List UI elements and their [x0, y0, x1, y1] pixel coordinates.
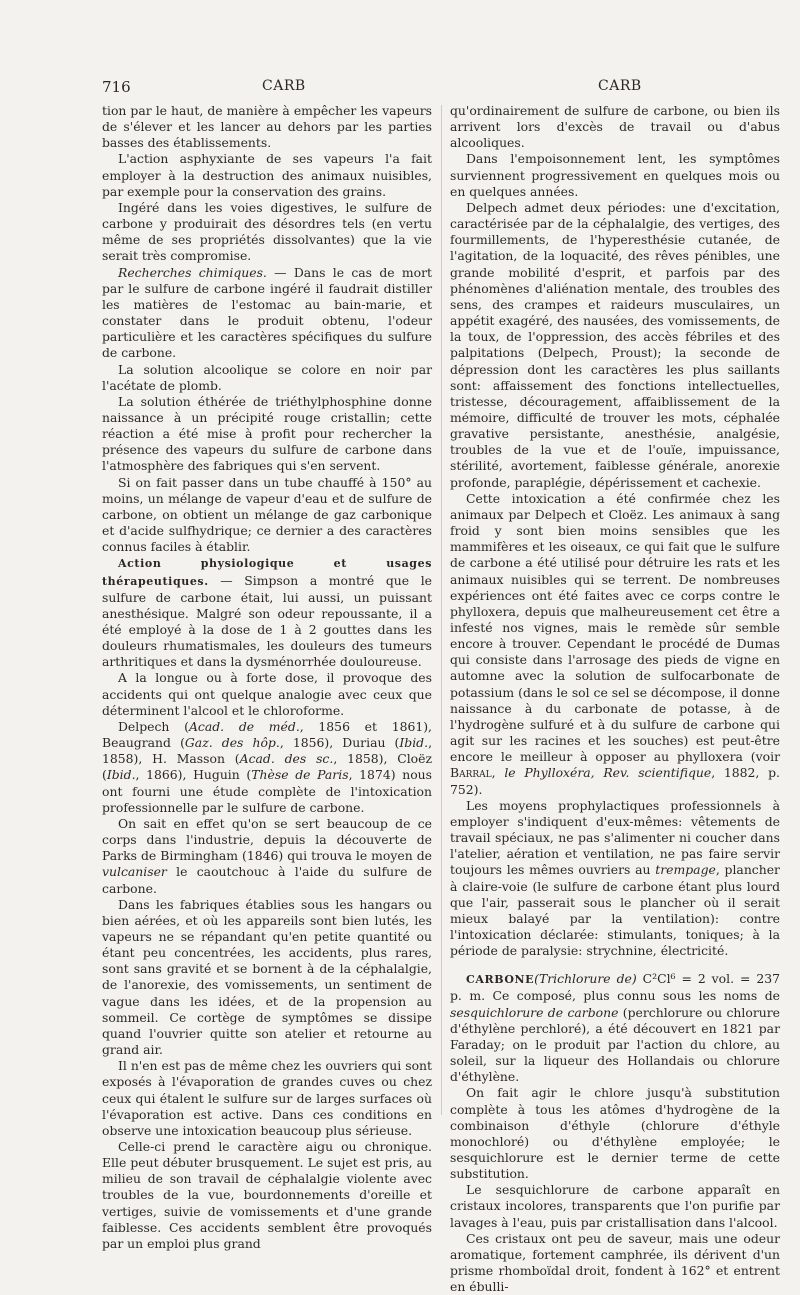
paragraph: La solution alcoolique se colore en noir par l'acétate de plomb. — [102, 361, 432, 393]
paragraph: Ces cristaux ont peu de saveur, mais une odeur aromatique, fortement camphrée, ils dérivent d'un prisme rhomboïdal droit, fondent à 162° et entrent en ébulli- — [450, 1230, 780, 1295]
left-column — [102, 103, 432, 1252]
paragraph: Ingéré dans les voies digestives, le sulfure de carbone y produirait des désordres tels (en vertu même de ses propriétés dissolvantes) que la vie serait très compromise. — [102, 199, 432, 264]
entry-headword: CARBONE — [466, 973, 535, 987]
paragraph: Si on fait passer dans un tube chauffé à 150° au moins, un mélange de vapeur d'eau et de sulfure de carbone, on obtient un mélange de gaz carbonique et d'acide sulfhydrique; ce dernier a des caractères connus faciles à établir. — [102, 474, 432, 555]
paragraph — [450, 798, 780, 960]
section-title: Action physiologique et usages thérapeutiques. — [102, 557, 432, 588]
text-run: On sait en effet qu'on se sert beaucoup de ce corps dans l'industrie, depuis la découverte de Parks de Birmingham (1846) qui trouva le moyen de — [102, 815, 432, 864]
paragraph — [102, 555, 432, 670]
text-run: Les moyens prophylactiques professionnels à employer s'indiquent d'eux-mêmes: vêtements de travail spéciaux, ne pas s'alimenter ni coucher dans l'atelier, aération et ventilation, ne pas faire servir toujours les mêmes ouvriers au — [450, 797, 780, 878]
text-run: le caoutchouc à l'aide du sulfure de carbone. — [102, 864, 432, 896]
right-column — [450, 103, 780, 1295]
paragraph: Dans l'empoisonnement lent, les symptômes surviennent progressivement en quelques mois ou en quelques années. — [450, 151, 780, 199]
text-run: , 1866), Huguin ( — [135, 767, 252, 783]
text-run: , 1856), Duriau ( — [279, 735, 400, 751]
page-number: 716 — [102, 78, 131, 96]
paragraph: Dans les fabriques établies sous les hangars ou bien aérées, et où les appareils sont bien lutés, les vapeurs ne se répandant qu'en petite quantité ou étant peu concentrées, les accidents, plus rares, sont sans gravité et se bornent à de la céphalalgie, de l'anorexie, des vomissements, un sentiment de vague dans les idées, et de la propension au sommeil. Ce cortège de symptômes se dissipe quand l'ouvrier quitte son atelier et retourne au grand air. — [102, 896, 432, 1058]
paragraph — [102, 265, 432, 362]
citation: Thèse de Paris — [251, 767, 349, 783]
column-divider — [441, 105, 442, 1115]
paragraph: Celle-ci prend le caractère aigu ou chronique. Elle peut débuter brusquement. Le sujet est pris, au milieu de son travail de céphalalgie violente avec troubles de la vue, bourdonnements d'oreille et vertiges, suivie de vomissements et d'une grande faiblesse. Ces accidents semblent être provoqués par un emploi plus grand — [102, 1139, 432, 1251]
emphasis: trempage — [655, 862, 716, 878]
text-run: , 1858), H. Masson ( — [102, 735, 433, 767]
paragraph: La solution éthérée de triéthylphosphine donne naissance à un précipité rouge cristallin; cette réaction a été mise à profit pour rechercher la présence des vapeurs du sulfure de carbone dans l'atmosphère des fabriques qui s'en servent. — [102, 393, 432, 474]
text-run: Cette intoxication a été confirmée chez les animaux par Delpech et Cloëz. Les animaux à sang froid y sont bien moins sensibles que les mammifères et les oiseaux, ce qui fait que le sulfure de carbone a été utilisé pour détruire les rats et les animaux nuisibles qui se terrent. De nombreuses expériences ont été faites avec ce corps contre le phylloxera, depuis que malheureusement cet être a infesté nos vignes, mais le remède sûr semble encore à trouver. Cependant le procédé de Dumas qui consiste dans l'arrosage des pieds de vigne en automne avec la solution de sulfocarbonate de potassium (dans le sol ce sel se décompose, il donne naissance à du carbonate de potasse, à de l'hydrogène sulfuré et à du sulfure de carbone qui agit sur les racines et les souches) est peut-être encore le meilleur à opposer au phylloxera (voir — [450, 490, 780, 765]
paragraph — [102, 816, 432, 897]
citation: Acad. des sc. — [239, 751, 334, 767]
chemical-formula: C²Cl⁶ = 2 vol. = 237 p. m. — [450, 971, 780, 1004]
text-run: , 1856 et 1861), Beaugrand ( — [102, 718, 432, 751]
emphasis: vulcaniser — [102, 864, 167, 880]
paragraph: On fait agir le chlore jusqu'à substitution complète à tous les atômes d'hydrogène de la combinaison d'éthyle (chlorure d'éthyle monochloré) ou d'éthylène employée; le sesquichlorure est le dernier terme de cette substitution. — [450, 1085, 780, 1182]
paragraph — [450, 491, 780, 798]
text-run: , plancher à claire-voie (le sulfure de carbone étant plus lourd que l'air, passerait sous le plancher où il serait mieux balayé par la ventilation): contre l'intoxication déclarée: stimulants, toniques; à la période de paralysie: strychnine, électricité. — [450, 862, 780, 959]
paragraph — [102, 719, 432, 816]
running-header — [0, 78, 800, 98]
entry-subtitle: (Trichlorure de) — [534, 971, 637, 987]
paragraph-text: — Simpson a montré que le sulfure de carbone était, lui aussi, un puissant anesthésique. Malgré son odeur repoussante, il a été employé à la dose de 1 à 2 gouttes dans les douleurs rhumatismales, les douleurs des tumeurs arthritiques et dans la dysménorrhée douloureuse. — [102, 572, 432, 670]
text-run: , 1858), Cloëz ( — [102, 751, 432, 783]
paragraph: Delpech admet deux périodes: une d'excitation, caractérisée par de la céphalalgie, des vertiges, des fourmillements, de l'hyperesthésie cutanée, de l'agitation, de la loquacité, des rêves pénibles, une grande mobilité d'esprit, et parfois par des phénomènes d'aliénation mentale, des troubles des sens, des crampes et raideurs musculaires, un appétit exagéré, des nausées, des vomissements, de la toux, de l'oppression, des accès fébriles et des palpitations (Delpech, Proust); la seconde de dépression dont les caractères les plus saillants sont: affaissement des fonctions intellectuelles, tristesse, découragement, affaiblissement de la mémoire, difficulté de trouver les mots, céphalée gravative persistante, anesthésie, analgésie, troubles de la vue et de l'ouïe, impuissance, stérilité, avortement, faiblesse générale, anorexie profonde, paraplégie, dépérissement et cachexie. — [450, 199, 780, 490]
paragraph: tion par le haut, de manière à empêcher les vapeurs de s'élever et les lancer au dehors par les parties basses des établissements. — [102, 103, 432, 151]
running-head-right: CARB — [598, 78, 642, 94]
paragraph: Il n'en est pas de même chez les ouvriers qui sont exposés à l'évaporation de grandes cuves ou chez ceux qui étalent le sulfure sur de larges surfaces où l'évaporation est active. Dans ces conditions en observe une intoxication beaucoup plus sérieuse. — [102, 1058, 432, 1138]
text-run: , 1874) nous ont fourni une étude complète de l'intoxication professionnelle par le sulfure de carbone. — [102, 767, 432, 815]
citation: le Phylloxéra, Rev. scientifique — [504, 765, 712, 781]
paragraph: Le sesquichlorure de carbone apparaît en cristaux incolores, transparents que l'on purifie par lavages à l'eau, puis par cristallisation dans l'alcool. — [450, 1182, 780, 1230]
dictionary-entry — [450, 971, 780, 1085]
citation: Ibid. — [399, 735, 429, 751]
author-name: Barral — [450, 765, 492, 781]
text-run: (perchlorure ou chlorure d'éthylène perchloré), a été découvert en 1821 par Faraday; on le produit par l'action du chlore, au soleil, sur la liqueur des Hollandais ou chlorure d'éthylène. — [450, 1004, 780, 1085]
citation: Gaz. des hôp. — [184, 735, 280, 751]
running-head-left: CARB — [262, 78, 306, 94]
citation: Ibid. — [106, 767, 136, 783]
citation: Acad. de méd. — [188, 718, 300, 734]
paragraph-text: — Dans le cas de mort par le sulfure de carbone ingéré il faudrait distiller les matières de l'estomac au bain-marie, et constater dans le produit obtenu, l'odeur particulière et les caractères spécifiques du sulfure de carbone. — [102, 264, 432, 361]
text-run: Ce composé, plus connu sous les noms de — [485, 988, 780, 1004]
text-run: , — [491, 765, 505, 781]
text-run: , 1882, p. 752). — [450, 765, 780, 797]
paragraph: A la longue ou à forte dose, il provoque des accidents qui ont quelque analogie avec ceux que déterminent l'alcool et le chloroforme. — [102, 670, 432, 718]
section-title: Recherches chimiques. — [118, 264, 267, 280]
text-run: Delpech ( — [118, 718, 189, 734]
emphasis: sesquichlorure de carbone — [450, 1004, 619, 1020]
paragraph: qu'ordinairement de sulfure de carbone, ou bien ils arrivent lors d'excès de travail ou d'abus alcooliques. — [450, 103, 780, 151]
paragraph: L'action asphyxiante de ses vapeurs l'a fait employer à la destruction des animaux nuisibles, par exemple pour la conservation des grains. — [102, 151, 432, 199]
